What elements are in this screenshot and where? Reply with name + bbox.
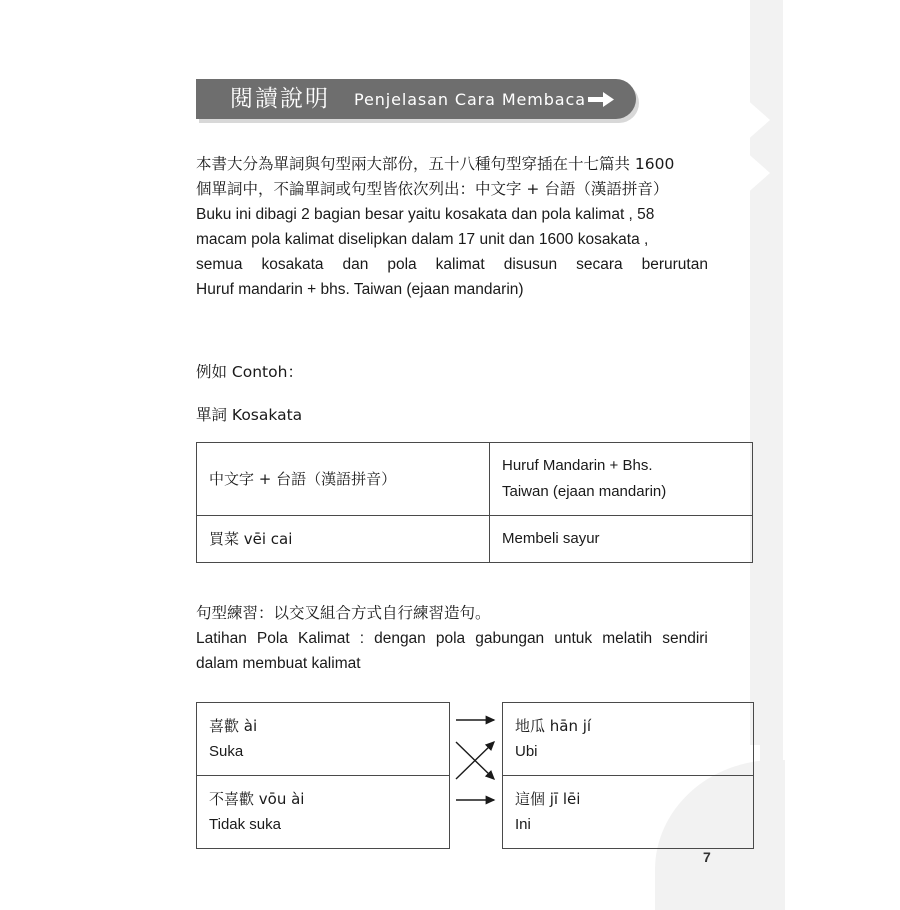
word: pola bbox=[387, 256, 417, 273]
page-title: 閱讀說明 bbox=[230, 85, 330, 112]
intro-id-line-2: macam pola kalimat diselipkan dalam 17 unit dan 1600 kosakata , bbox=[196, 231, 649, 248]
word: disusun bbox=[503, 256, 558, 273]
chevron-right-icon-1 bbox=[744, 97, 770, 143]
word: secara bbox=[576, 256, 623, 273]
word: pola bbox=[435, 630, 466, 647]
banner-body bbox=[196, 79, 636, 119]
table-row bbox=[197, 516, 753, 563]
intro-zh-line-1: 本書大分為單詞與句型兩大部份，五十八種句型穿插在十七篇共 1600 bbox=[196, 155, 675, 173]
pattern-row1-left-zh: 喜歡 ài bbox=[209, 717, 258, 735]
word: sendiri bbox=[662, 630, 708, 647]
vocab-row2-left: 買菜 vēi cai bbox=[197, 516, 490, 563]
pattern-row2-left bbox=[197, 776, 450, 849]
intro-paragraph bbox=[196, 152, 708, 302]
word: : bbox=[359, 630, 365, 647]
pattern-row2-right-id: Ini bbox=[515, 816, 531, 833]
table-row bbox=[197, 443, 753, 516]
word: Latihan bbox=[196, 630, 247, 647]
vocab-row1-right-line2: Taiwan (ejaan mandarin) bbox=[502, 483, 667, 500]
intro-zh-line-2: 個單詞中，不論單詞或句型皆依次列出：中文字 + 台語（漢語拼音） bbox=[196, 180, 669, 198]
pattern-paragraph bbox=[196, 601, 708, 676]
pattern-id-line-2: dalam membuat kalimat bbox=[196, 655, 361, 672]
arrow-right-icon bbox=[588, 92, 614, 107]
vocab-row1-right bbox=[490, 443, 753, 516]
page-number: 7 bbox=[703, 849, 711, 865]
word: berurutan bbox=[641, 256, 708, 273]
pattern-row1-right-id: Ubi bbox=[515, 743, 538, 760]
intro-id-line-4: Huruf mandarin + bhs. Taiwan (ejaan mandarin) bbox=[196, 281, 524, 298]
crossing-arrows-icon bbox=[450, 703, 503, 849]
word: kosakata bbox=[261, 256, 324, 273]
vocab-row2-right: Membeli sayur bbox=[490, 516, 753, 563]
pattern-row1-right bbox=[503, 703, 754, 776]
intro-id-line-3 bbox=[196, 252, 708, 277]
word: Kalimat bbox=[297, 630, 350, 647]
word: kalimat bbox=[435, 256, 485, 273]
vocab-label: 單詞 Kosakata bbox=[196, 406, 303, 424]
word: dengan bbox=[374, 630, 426, 647]
word: melatih bbox=[602, 630, 653, 647]
pattern-row2-left-zh: 不喜歡 vōu ài bbox=[209, 790, 305, 808]
pattern-table bbox=[196, 702, 754, 849]
word: gabungan bbox=[475, 630, 545, 647]
section-header-banner bbox=[196, 79, 636, 119]
table-row bbox=[197, 703, 754, 776]
word: dan bbox=[342, 256, 369, 273]
chevron-right-icon-2 bbox=[744, 150, 770, 196]
intro-id-line-1: Buku ini dibagi 2 bagian besar yaitu kosakata dan pola kalimat , 58 bbox=[196, 206, 655, 223]
pattern-row2-left-id: Tidak suka bbox=[209, 816, 281, 833]
word: Pola bbox=[256, 630, 288, 647]
pattern-row1-left-id: Suka bbox=[209, 743, 244, 760]
vocab-row1-right-line1: Huruf Mandarin + Bhs. bbox=[502, 457, 653, 474]
pattern-id-line-1 bbox=[196, 626, 708, 651]
vocab-table bbox=[196, 442, 753, 563]
word: untuk bbox=[554, 630, 593, 647]
word: semua bbox=[196, 256, 243, 273]
pattern-row2-right-zh: 這個 jī lēi bbox=[515, 790, 581, 808]
example-heading: 例如 Contoh： bbox=[196, 363, 303, 381]
page-content bbox=[196, 152, 708, 849]
pattern-row1-left bbox=[197, 703, 450, 776]
pattern-row1-right-zh: 地瓜 hān jí bbox=[515, 717, 592, 735]
pattern-row2-right bbox=[503, 776, 754, 849]
page-subtitle: Penjelasan Cara Membaca bbox=[354, 89, 586, 109]
pattern-zh-line: 句型練習：以交叉組合方式自行練習造句。 bbox=[196, 604, 491, 622]
vocab-row1-left: 中文字 + 台語（漢語拼音） bbox=[197, 443, 490, 516]
